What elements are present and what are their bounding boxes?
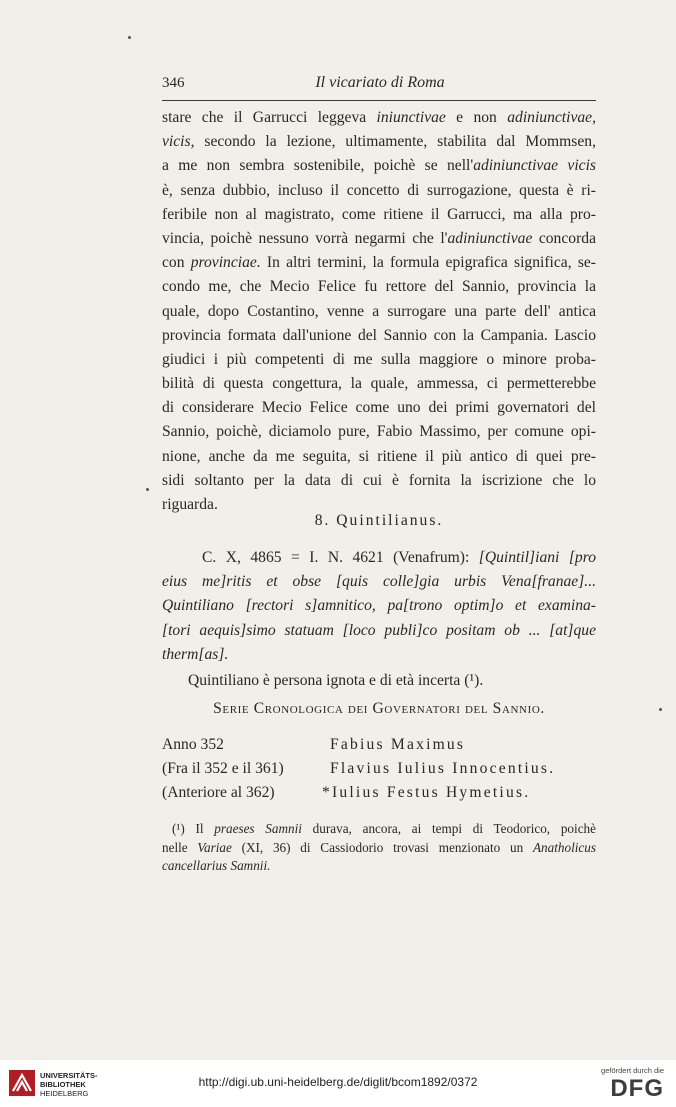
text-line	[162, 420, 596, 444]
text-span: nelle	[162, 839, 198, 855]
italic-text: Anatholicus	[532, 839, 596, 855]
dfg-logo[interactable]: DFG	[610, 1075, 664, 1102]
italic-text: vicis,	[162, 133, 195, 151]
text-span: vincia, poichè nessuno vorrà negarmi che l'	[162, 229, 448, 247]
register-name: Flavius Iulius Innocentius.	[330, 760, 556, 777]
text-line	[162, 396, 596, 420]
text-line	[162, 300, 596, 324]
text-span: sidi soltanto per la data di cui è fornita la iscrizione che lo	[162, 471, 596, 489]
library-name-line: BIBLIOTHEK	[40, 1080, 86, 1089]
register-name: Fabius Maximus	[330, 736, 466, 753]
text-span: è, senza dubbio, incluso il concetto di surrogazione, questa è ri-	[162, 181, 596, 199]
funding-caption: gefördert durch die	[601, 1066, 664, 1075]
text-span: giudici i più competenti di me sulla maggiore o minore proba-	[162, 350, 596, 368]
text-line	[162, 179, 596, 203]
register-year: Anno 352	[162, 736, 224, 753]
text-line	[162, 348, 596, 372]
text-line	[162, 857, 596, 876]
register-year: (Anteriore al 362)	[162, 784, 275, 801]
permalink-url[interactable]: http://digi.ub.uni-heidelberg.de/diglit/bcom1892/0372	[198, 1075, 478, 1089]
italic-text: iniunctivae	[376, 109, 446, 126]
text-line	[162, 445, 596, 469]
text-span: C. X, 4865 = I. N. 4621 (Venafrum):	[202, 549, 479, 566]
text-span: di considerare Mecio Felice come uno dei primi governatori del	[162, 399, 596, 417]
italic-text: Quintiliano [rectori s]amnitico, pa[trono optim]o et examina-	[162, 597, 596, 615]
text-span: durava, ancora, ai tempi di Teodorico, poichè	[301, 821, 596, 836]
text-span: nione, anche da me seguita, si ritiene il più antico di quei pre-	[162, 447, 596, 465]
series-title-block	[162, 697, 596, 721]
text-line	[162, 106, 596, 130]
text-span: quale, dopo Costantino, venne a surrogare una parte dell' antica	[162, 302, 596, 320]
italic-text: adiniunctivae,	[507, 109, 596, 126]
footnote	[162, 820, 596, 876]
text-span: secondo la lezione, ultimamente, stabilita dal Mommsen,	[194, 133, 596, 151]
page-number: 346	[162, 75, 185, 91]
text-span: (XI, 36) di Cassiodorio trovasi menzionato un	[231, 839, 533, 855]
italic-text: adiniunctivae vicis	[473, 157, 596, 175]
italic-text: adiniunctivae	[447, 229, 533, 247]
text-line	[162, 154, 596, 178]
text-line	[162, 839, 596, 858]
library-name-line: UNIVERSITÄTS-	[40, 1071, 98, 1080]
note-line: Quintiliano è persona ignota e di età incerta (¹).	[188, 672, 484, 689]
text-span: (¹) Il	[172, 821, 215, 836]
text-line	[162, 546, 596, 570]
body-paragraph	[162, 106, 596, 517]
register-year: (Fra il 352 e il 361)	[162, 760, 284, 777]
italic-text: therm[as].	[162, 645, 229, 663]
italic-text: [tori aequis]simo statuam [loco publi]co positam ob ... [at]que	[162, 621, 596, 639]
text-span: concorda	[532, 229, 596, 247]
section-heading: 8. Quintilianus.	[314, 512, 444, 529]
text-line	[162, 251, 596, 275]
text-line	[162, 203, 596, 227]
text-span: e non	[445, 109, 508, 126]
text-span: In altri termini, la formula epigrafica significa, se-	[260, 254, 596, 272]
text-line	[162, 570, 596, 594]
series-title: Serie Cronologica dei Governatori del Sannio.	[213, 700, 545, 717]
text-span: Sannio, poichè, diciamolo pure, Fabio Massimo, per comune opi-	[162, 423, 596, 441]
text-line	[162, 469, 596, 493]
section-heading-block	[162, 509, 596, 533]
inscription-block	[162, 546, 596, 667]
text-span: con	[162, 254, 191, 272]
italic-text: cancellarius Samnii.	[162, 858, 271, 873]
text-span: a me non sembra sostenibile, poichè se nell'	[162, 157, 474, 175]
library-name-line: HEIDELBERG	[40, 1089, 89, 1098]
italic-text: eius me]ritis et obse [quis colle]gia urbis Vena[franae]...	[162, 573, 596, 591]
text-span: riguarda.	[162, 496, 218, 513]
text-line	[162, 643, 596, 667]
viewer-footer	[0, 1060, 676, 1107]
italic-text: praeses Samnii	[214, 821, 302, 836]
text-span: provincia formata dall'unione del Sannio con la Campania. Lascio	[162, 326, 596, 344]
text-line	[162, 820, 596, 839]
text-line	[162, 130, 596, 154]
text-line	[162, 594, 596, 618]
text-line	[162, 227, 596, 251]
text-span: feribile non al magistrato, come ritiene il Garrucci, ma alla pro-	[162, 205, 596, 223]
text-line	[162, 275, 596, 299]
register-name: *Iulius Festus Hymetius.	[322, 784, 531, 801]
text-line	[162, 619, 596, 643]
running-title: Il vicariato di Roma	[315, 74, 445, 91]
italic-text: [Quintil]iani [pro	[478, 549, 596, 566]
italic-text: Variae	[197, 839, 232, 855]
header-rule	[162, 100, 596, 101]
text-line	[162, 372, 596, 396]
text-span: condo me, che Mecio Felice fu rettore del Sannio, provincia la	[162, 278, 596, 296]
scan-speck	[128, 36, 131, 39]
text-span: bilità di questa congettura, la quale, ammessa, ci permetterebbe	[162, 375, 596, 393]
note-block	[162, 669, 596, 693]
text-span: stare che il Garrucci leggeva	[162, 109, 377, 126]
scan-speck	[659, 708, 662, 711]
scan-speck	[146, 488, 149, 491]
italic-text: provinciae.	[190, 254, 261, 272]
text-line	[162, 324, 596, 348]
